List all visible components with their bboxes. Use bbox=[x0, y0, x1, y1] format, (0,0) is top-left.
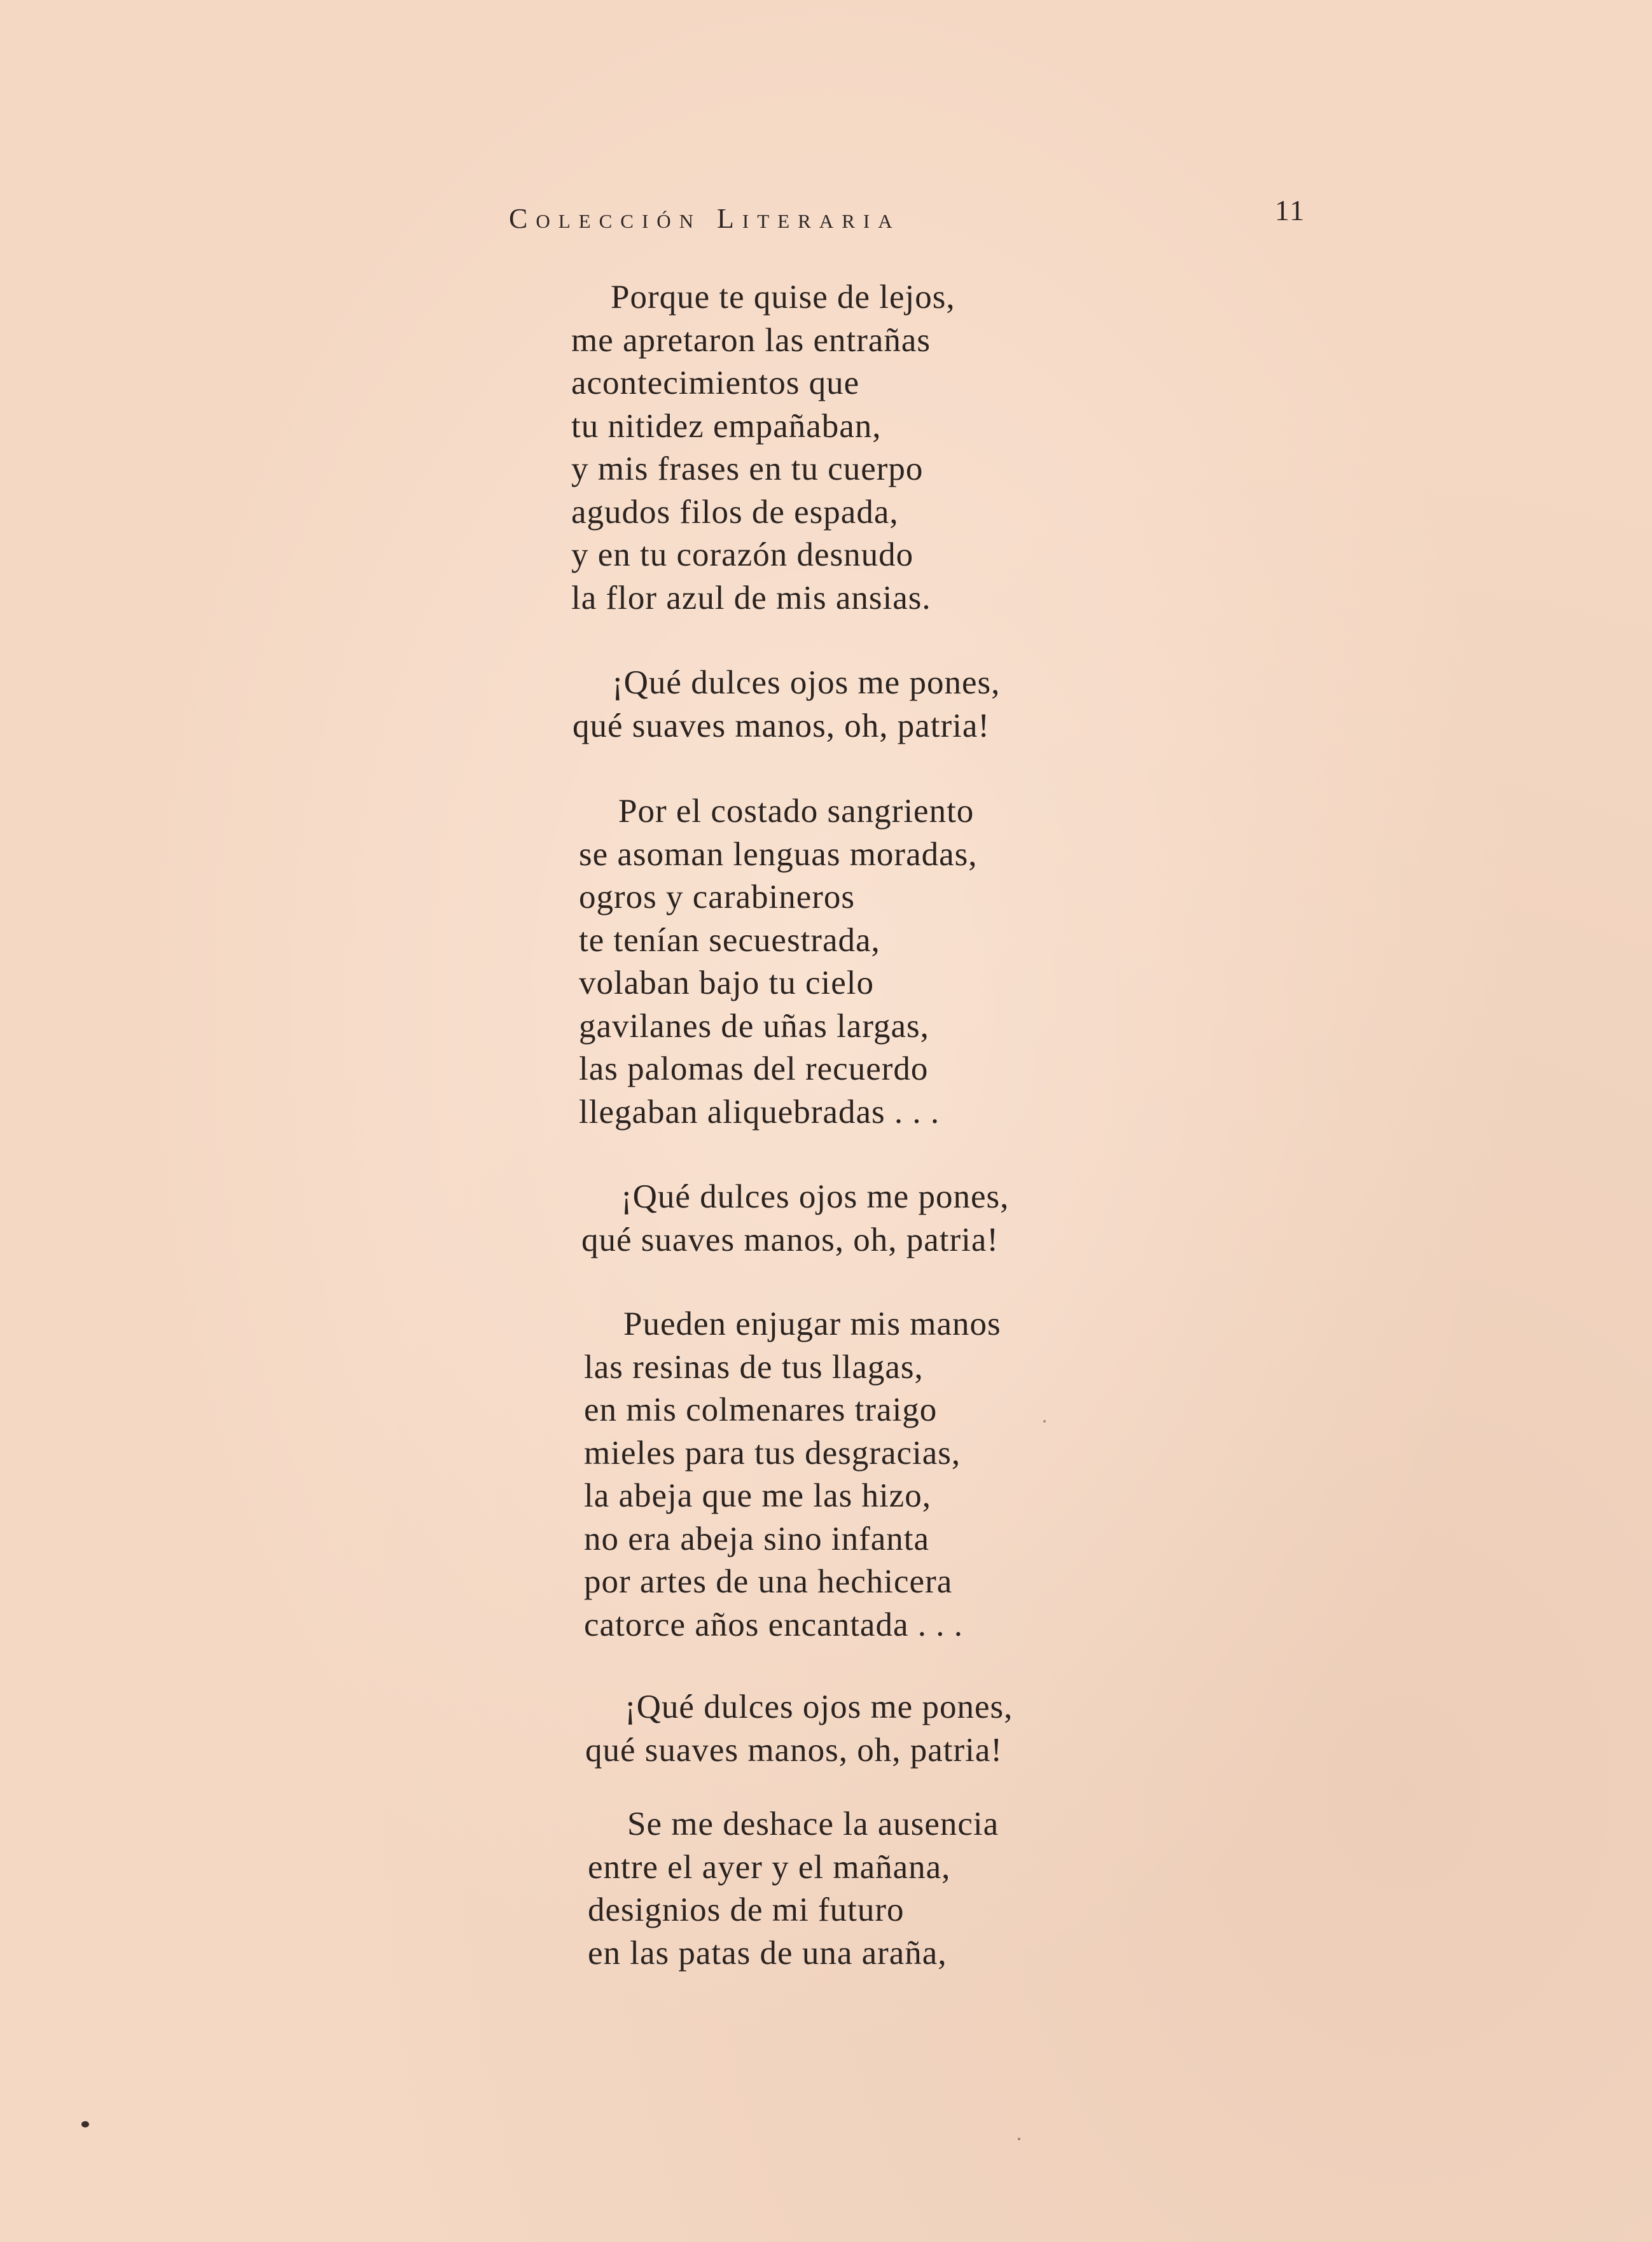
paper-speck bbox=[81, 2121, 89, 2127]
verse-line: qué suaves manos, oh, patria! bbox=[585, 1731, 1003, 1769]
stanza-2 bbox=[579, 790, 978, 1134]
verse-line: llegaban aliquebradas . . . bbox=[579, 1093, 940, 1131]
verse-line: por artes de una hechicera bbox=[584, 1563, 953, 1600]
verse-line: en mis colmenares traigo bbox=[584, 1391, 938, 1428]
verse-line: tu nitidez empañaban, bbox=[571, 407, 882, 445]
page-number: 11 bbox=[1275, 194, 1306, 226]
verse-line: Porque te quise de lejos, bbox=[611, 279, 955, 316]
verse-line: Se me deshace la ausencia bbox=[627, 1806, 999, 1842]
verse-line: designios de mi futuro bbox=[588, 1891, 905, 1928]
verse-line: y mis frases en tu cuerpo bbox=[571, 450, 924, 487]
verse-line: qué suaves manos, oh, patria! bbox=[573, 707, 990, 744]
verse-line: la abeja que me las hizo, bbox=[584, 1477, 931, 1514]
paper-speck bbox=[1043, 1420, 1046, 1423]
verse-line: gavilanes de uñas largas, bbox=[579, 1007, 929, 1045]
running-head: Colección Literaria bbox=[509, 203, 901, 234]
verse-line: no era abeja sino infanta bbox=[584, 1520, 929, 1557]
verse-line: ogros y carabineros bbox=[579, 879, 856, 916]
verse-line: ¡Qué dulces ojos me pones, bbox=[621, 1178, 1010, 1215]
refrain-1 bbox=[573, 662, 1000, 748]
verse-line: Por el costado sangriento bbox=[618, 793, 975, 830]
verse-line: las resinas de tus llagas, bbox=[584, 1348, 924, 1386]
verse-line: qué suaves manos, oh, patria! bbox=[581, 1221, 999, 1258]
verse-line: acontecimientos que bbox=[571, 365, 860, 401]
verse-line: ¡Qué dulces ojos me pones, bbox=[625, 1688, 1013, 1725]
verse-line: te tenían secuestrada, bbox=[579, 921, 880, 959]
verse-line: mieles para tus desgracias, bbox=[584, 1434, 961, 1472]
verse-line: me apretaron las entrañas bbox=[571, 321, 931, 359]
verse-line: ¡Qué dulces ojos me pones, bbox=[612, 664, 1001, 701]
verse-line: la flor azul de mis ansias. bbox=[571, 579, 931, 616]
verse-line: y en tu corazón desnudo bbox=[571, 536, 914, 573]
stanza-1 bbox=[571, 276, 955, 620]
refrain-2 bbox=[581, 1176, 1009, 1262]
verse-line: en las patas de una araña, bbox=[588, 1934, 947, 1972]
paper-speck bbox=[1018, 2138, 1020, 2140]
verse-line: se asoman lenguas moradas, bbox=[579, 835, 978, 873]
stanza-3 bbox=[584, 1303, 1001, 1647]
verse-line: catorce años encantada . . . bbox=[584, 1606, 963, 1643]
refrain-3 bbox=[585, 1686, 1013, 1772]
verse-line: agudos filos de espada, bbox=[571, 493, 899, 531]
verse-line: entre el ayer y el mañana, bbox=[588, 1848, 951, 1886]
verse-line: volaban bajo tu cielo bbox=[579, 964, 874, 1001]
verse-line: Pueden enjugar mis manos bbox=[623, 1306, 1001, 1342]
verse-line: las palomas del recuerdo bbox=[579, 1050, 929, 1087]
stanza-4 bbox=[588, 1803, 999, 1975]
